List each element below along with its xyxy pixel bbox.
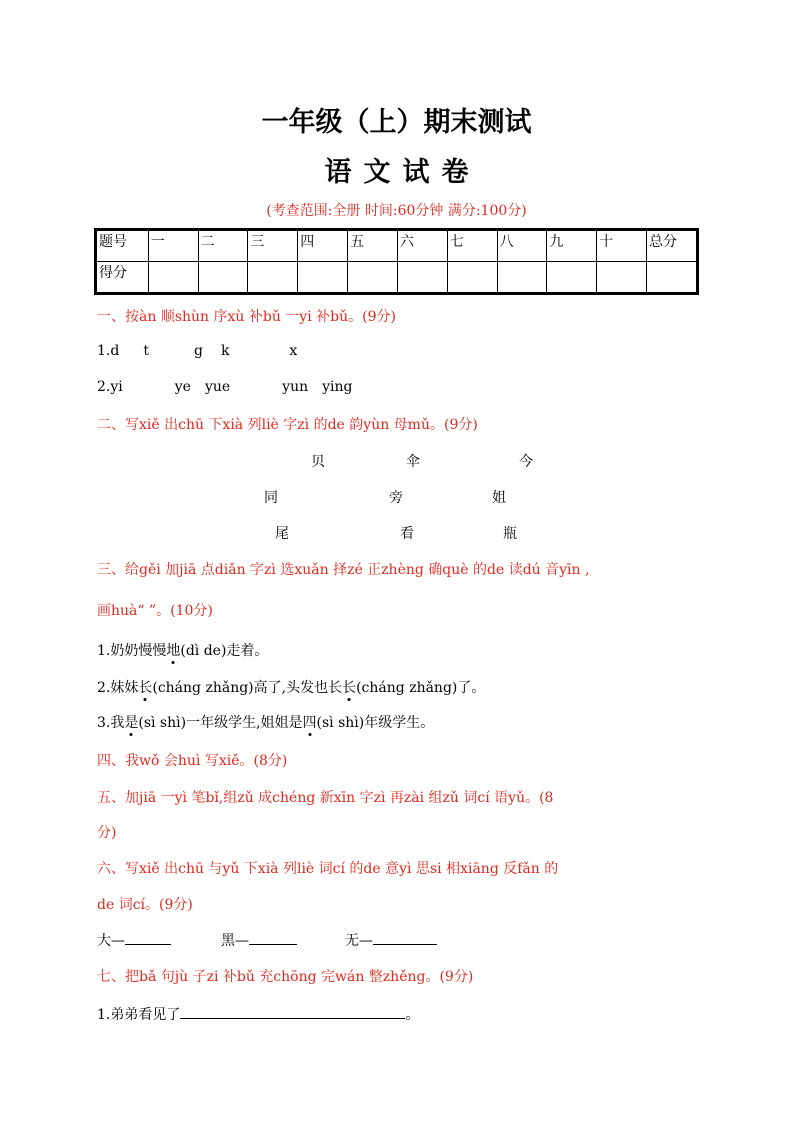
score-table-score-row	[96, 262, 698, 294]
q7-sentence-1	[97, 1004, 419, 1024]
q5-title-line1: 五、加jiā 一yì 笔bǐ,组zǔ 成chéng 新xīn 字zì 再zài 组zǔ 词cí 语yǔ。(8	[97, 790, 554, 806]
score-cell: 总分	[647, 230, 698, 262]
answer-blank[interactable]	[373, 930, 437, 945]
score-cell: 二	[198, 230, 248, 262]
q6-items	[97, 930, 437, 950]
q3-title-line2: 画huà“ ”。(10分)	[97, 603, 213, 619]
sentence-text: (dì de)走着。	[180, 643, 269, 659]
pinyin-item: ye	[174, 379, 191, 395]
sentence-text: 。	[405, 1007, 420, 1023]
q1-line1	[97, 343, 297, 359]
score-cell: 十	[597, 230, 647, 262]
antonym-item: 无—	[345, 933, 373, 949]
pinyin-item: ying	[322, 379, 353, 395]
score-cell: 得分	[96, 262, 149, 294]
q2-char: 瓶	[503, 526, 517, 542]
dotted-char: 长	[138, 677, 152, 697]
score-input-cell[interactable]	[647, 262, 698, 294]
q2-char: 贝	[311, 454, 325, 470]
q5-title-line2: 分)	[97, 825, 117, 841]
q3-sentence-3	[97, 712, 434, 732]
q1-line2	[97, 379, 353, 395]
antonym-item: 大—	[97, 933, 125, 949]
q2-char: 旁	[389, 490, 403, 506]
score-input-cell[interactable]	[198, 262, 248, 294]
sentence-text: (cháng zhǎng)高了,头发也长	[152, 680, 343, 696]
score-cell: 八	[497, 230, 547, 262]
pinyin-item: d	[110, 343, 120, 359]
score-cell: 五	[348, 230, 398, 262]
score-cell: 题号	[96, 230, 149, 262]
score-input-cell[interactable]	[497, 262, 547, 294]
dotted-char: 四	[303, 712, 317, 732]
score-table	[94, 228, 699, 295]
q1-line2-prefix: 2.	[97, 379, 111, 395]
score-cell: 四	[298, 230, 348, 262]
q1-line1-prefix: 1.	[97, 343, 111, 359]
answer-blank[interactable]	[249, 930, 297, 945]
score-input-cell[interactable]	[248, 262, 298, 294]
exam-subtitle: 语文试卷	[324, 157, 481, 188]
score-input-cell[interactable]	[547, 262, 597, 294]
dotted-char: 是	[124, 712, 138, 732]
exam-title: 一年级（上）期末测试	[261, 107, 532, 138]
q6-title-line1: 六、写xiě 出chū 与yǔ 下xià 列liè 词cí 的de 意yì 思si 相xiāng 反fǎn 的	[97, 861, 559, 877]
q2-char: 同	[264, 490, 278, 506]
score-input-cell[interactable]	[447, 262, 497, 294]
q2-char: 看	[400, 526, 414, 542]
score-cell: 六	[397, 230, 447, 262]
exam-scope: (考查范围:全册 时间:60分钟 满分:100分)	[266, 203, 527, 219]
q3-sentence-2	[97, 677, 485, 697]
pinyin-item: yun	[282, 379, 309, 395]
score-input-cell[interactable]	[397, 262, 447, 294]
q1-title: 一、按àn 顺shùn 序xù 补bǔ 一yi 补bǔ。(9分)	[97, 309, 396, 325]
pinyin-item: k	[220, 343, 230, 359]
sentence-text: 2.妹妹	[97, 680, 139, 696]
pinyin-item: x	[289, 343, 298, 359]
score-input-cell[interactable]	[348, 262, 398, 294]
pinyin-item: yue	[204, 379, 231, 395]
score-cell: 三	[248, 230, 298, 262]
pinyin-item: yi	[110, 379, 123, 395]
score-input-cell[interactable]	[298, 262, 348, 294]
q2-char: 姐	[492, 490, 506, 506]
score-cell: 一	[148, 230, 198, 262]
score-cell: 七	[447, 230, 497, 262]
answer-blank[interactable]	[125, 930, 171, 945]
sentence-text: (sì shì)一年级学生,姐姐是	[138, 715, 303, 731]
dotted-char: 地	[166, 640, 180, 660]
q2-char: 尾	[275, 526, 289, 542]
q2-char: 今	[519, 454, 533, 470]
score-cell: 九	[547, 230, 597, 262]
pinyin-item: t	[143, 343, 149, 359]
q3-title-line1: 三、给gěi 加jiā 点diǎn 字zì 选xuǎn 择zé 正zhèng 确què 的de 读dú 音yīn ,	[97, 562, 590, 578]
score-input-cell[interactable]	[597, 262, 647, 294]
antonym-item: 黑—	[221, 933, 249, 949]
q2-title: 二、写xiě 出chū 下xià 列liè 字zì 的de 韵yùn 母mǔ。(9分)	[97, 417, 478, 433]
sentence-text: 1.弟弟看见了	[97, 1007, 181, 1023]
q2-char: 伞	[406, 454, 420, 470]
sentence-text: 1.奶奶慢慢	[97, 643, 167, 659]
answer-blank[interactable]	[180, 1004, 405, 1019]
score-table-header-row	[96, 230, 698, 262]
q3-sentence-1	[97, 640, 268, 660]
sentence-text: 3.我	[97, 715, 125, 731]
pinyin-item: g	[193, 343, 203, 359]
sentence-text: (sì shì)年级学生。	[316, 715, 435, 731]
q7-title: 七、把bǎ 句jù 子zi 补bǔ 充chōng 完wán 整zhěng。(9分)	[97, 969, 474, 985]
dotted-char: 长	[342, 677, 356, 697]
q6-title-line2: de 词cí。(9分)	[97, 897, 193, 913]
sentence-text: (cháng zhǎng)了。	[356, 680, 486, 696]
score-input-cell[interactable]	[148, 262, 198, 294]
q4-title: 四、我wǒ 会huì 写xiě。(8分)	[97, 753, 288, 769]
